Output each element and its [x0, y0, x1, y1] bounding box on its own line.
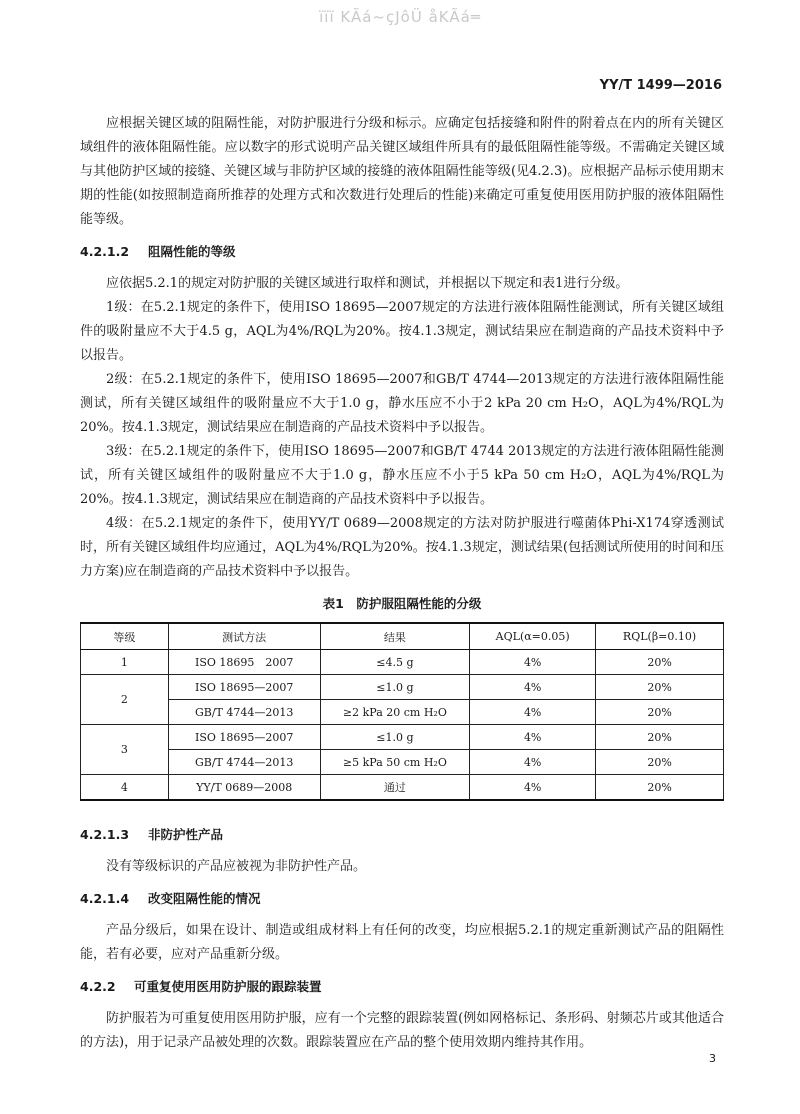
- result-cell: ≤1.0 g: [320, 725, 470, 750]
- grade-4-paragraph: 4级：在5.2.1规定的条件下，使用YY/T 0689—2008规定的方法对防护服进行噬菌体Phi-X174穿透测试时，所有关键区域组件均应通过，AQL为4%/RQL为20%。按4.1.3规定，测试结果(包括测试所使用的时间和压力方案)应在制造商的产品技术资料中予以报告。: [80, 516, 724, 579]
- result-cell: ≤4.5 g: [320, 650, 470, 675]
- header-cell: 等级: [81, 623, 169, 650]
- standard-code: YY/T 1499—2016: [599, 78, 722, 93]
- table-row: [81, 725, 724, 750]
- section-heading-4-2-2: [80, 977, 724, 997]
- grade-cell: 3: [81, 725, 169, 775]
- rql-cell: 20%: [596, 750, 724, 775]
- aql-cell: 4%: [470, 750, 596, 775]
- section-number: 4.2.1.3: [80, 827, 130, 842]
- rql-cell: 20%: [596, 650, 724, 675]
- method-cell: ISO 18695 2007: [168, 650, 320, 675]
- section-number: 4.2.1.2: [80, 244, 130, 259]
- rql-cell: 20%: [596, 775, 724, 801]
- result-cell: ≥5 kPa 50 cm H₂O: [320, 750, 470, 775]
- table-row: [81, 750, 724, 775]
- header-cell: 测试方法: [168, 623, 320, 650]
- intro-paragraph: 应根据关键区域的阻隔性能，对防护服进行分级和标示。应确定包括接缝和附件的附着点在内的所有关键区域组件的液体阻隔性能。应以数字的形式说明产品关键区域组件所具有的最低阻隔性能等级。不需确定关键区域与其他防护区域的接缝、关键区域与非防护区域的接缝的液体阻隔性能等级(见4.2.3)。应根据产品标示使用期末期的性能(如按照制造商所推荐的处理方式和次数进行处理后的性能)来确定可重复使用医用防护服的液体阻隔性能等级。: [80, 116, 724, 227]
- aql-cell: 4%: [470, 775, 596, 801]
- rql-cell: 20%: [596, 675, 724, 700]
- result-cell: ≥2 kPa 20 cm H₂O: [320, 700, 470, 725]
- method-cell: ISO 18695—2007: [168, 675, 320, 700]
- grade-cell: 4: [81, 775, 169, 801]
- result-cell: 通过: [320, 775, 470, 801]
- paragraph: 防护服若为可重复使用医用防护服，应有一个完整的跟踪装置(例如网格标记、条形码、射频芯片或其他适合的方法)，用于记录产品被处理的次数。跟踪装置应在产品的整个使用效期内维持其作用。: [80, 1011, 724, 1050]
- document-body: [80, 112, 724, 1055]
- table-header-row: [81, 623, 724, 650]
- paragraph: 应依据5.2.1的规定对防护服的关键区域进行取样和测试，并根据以下规定和表1进行分级。: [106, 276, 629, 291]
- grade-cell: 2: [81, 675, 169, 725]
- aql-cell: 4%: [470, 675, 596, 700]
- table-caption: 表1 防护服阻隔性能的分级: [322, 596, 482, 611]
- aql-cell: 4%: [470, 725, 596, 750]
- section-number: 4.2.2: [80, 979, 116, 994]
- table-row: [81, 700, 724, 725]
- table-row: [81, 650, 724, 675]
- section-heading-4-2-1-3: [80, 825, 724, 845]
- header-cell: RQL(β=0.10): [596, 623, 724, 650]
- section-heading-4-2-1-2: [80, 242, 724, 262]
- method-cell: GB/T 4744—2013: [168, 750, 320, 775]
- table-row: [81, 675, 724, 700]
- section-title: 阻隔性能的等级: [148, 244, 236, 259]
- method-cell: YY/T 0689—2008: [168, 775, 320, 801]
- method-cell: ISO 18695—2007: [168, 725, 320, 750]
- grade-2-paragraph: 2级：在5.2.1规定的条件下，使用ISO 18695—2007和GB/T 4744—2013规定的方法进行液体阻隔性能测试，所有关键区域组件的吸附量应不大于1.0 g，静水压应不小于2 kPa 20 cm H₂O，AQL为4%/RQL为20%。按4.1.3规定，测试结果应在制造商的产品技术资料中予以报告。: [80, 372, 724, 435]
- method-cell: GB/T 4744—2013: [168, 700, 320, 725]
- rql-cell: 20%: [596, 725, 724, 750]
- rql-cell: 20%: [596, 700, 724, 725]
- aql-cell: 4%: [470, 700, 596, 725]
- watermark: ïïï KÃá~çJôÜ åKÃá═: [319, 8, 481, 26]
- result-cell: ≤1.0 g: [320, 675, 470, 700]
- page-number: 3: [709, 1052, 716, 1065]
- header-cell: 结果: [320, 623, 470, 650]
- section-title: 非防护性产品: [148, 827, 224, 842]
- paragraph: 产品分级后，如果在设计、制造或组成材料上有任何的改变，均应根据5.2.1的规定重新测试产品的阻隔性能，若有必要，应对产品重新分级。: [80, 923, 724, 962]
- grade-3-paragraph: 3级：在5.2.1规定的条件下，使用ISO 18695—2007和GB/T 4744 2013规定的方法进行液体阻隔性能测试，所有关键区域组件的吸附量应不大于1.0 g，静水压应不小于5 kPa 50 cm H₂O，AQL为4%/RQL为20%。按4.1.3规定，测试结果应在制造商的产品技术资料中予以报告。: [80, 444, 724, 507]
- header-cell: AQL(α=0.05): [470, 623, 596, 650]
- section-title: 可重复使用医用防护服的跟踪装置: [134, 979, 322, 994]
- section-title: 改变阻隔性能的情况: [148, 891, 261, 906]
- aql-cell: 4%: [470, 650, 596, 675]
- table-row: [81, 775, 724, 801]
- section-number: 4.2.1.4: [80, 891, 130, 906]
- grade-1-paragraph: 1级：在5.2.1规定的条件下，使用ISO 18695—2007规定的方法进行液体阻隔性能测试，所有关键区域组件的吸附量应不大于4.5 g，AQL为4%/RQL为20%。按4.1.3规定，测试结果应在制造商的产品技术资料中予以报告。: [80, 300, 724, 363]
- grade-cell: 1: [81, 650, 169, 675]
- section-heading-4-2-1-4: [80, 889, 724, 909]
- paragraph: 没有等级标识的产品应被视为非防护性产品。: [106, 859, 367, 874]
- barrier-grade-table: [80, 622, 724, 801]
